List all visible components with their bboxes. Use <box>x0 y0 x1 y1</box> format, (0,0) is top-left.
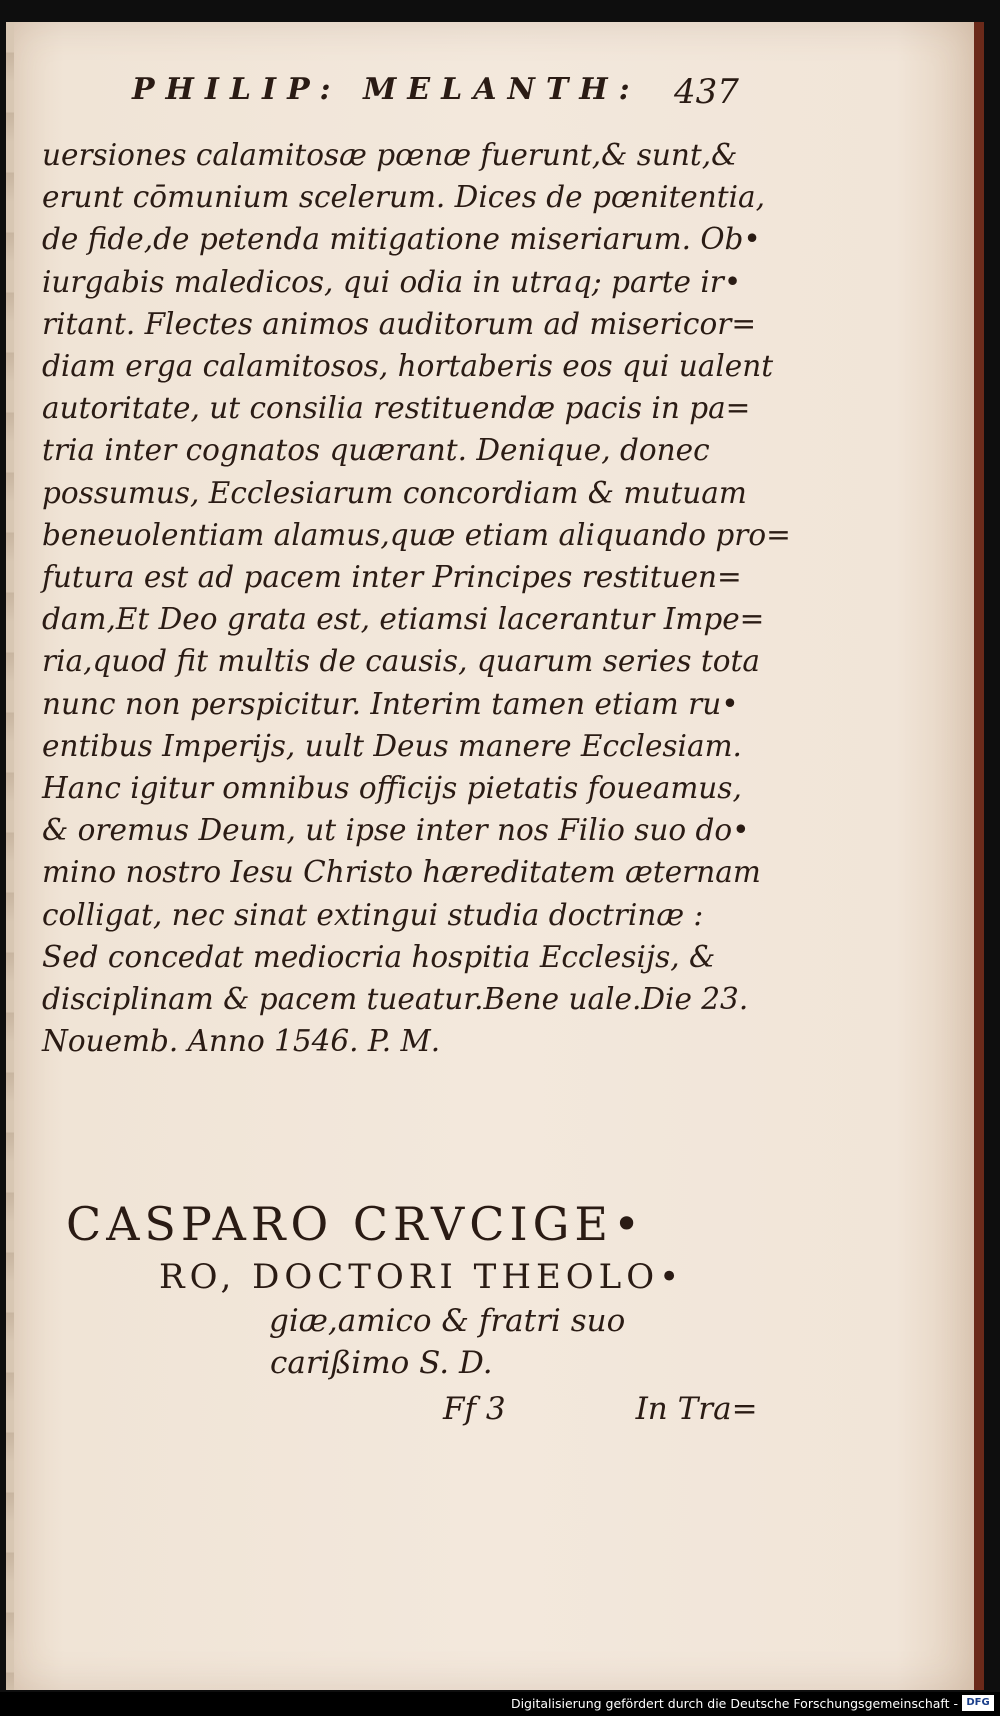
book-page <box>6 22 984 1690</box>
page-number: 437 <box>674 72 739 112</box>
text-line: tria inter cognatos quærant. Denique, donec <box>42 433 710 468</box>
page-gutter <box>6 22 14 1690</box>
signature-line <box>443 1391 756 1427</box>
heading-line: RO, DOCTORI THEOLO• <box>159 1257 685 1297</box>
text-line: beneuolentiam alamus,quæ etiam aliquando pro= <box>42 517 791 552</box>
heading-line: carißimo S. D. <box>270 1345 493 1381</box>
catchword: In Tra= <box>635 1391 758 1427</box>
text-line: diam erga calamitosos, hortaberis eos qui ualent <box>42 349 774 384</box>
heading-line: giæ,amico & fratri suo <box>269 1303 626 1339</box>
text-line: iurgabis maledicos, qui odia in utraq; parte ir• <box>42 264 742 299</box>
running-head: PHILIP: MELANTH: <box>132 72 641 107</box>
text-line: dam,Et Deo grata est, etiamsi lacerantur Impe= <box>42 602 765 637</box>
text-line: Hanc igitur omnibus officijs pietatis foueamus, <box>42 771 742 806</box>
text-line: nunc non perspicitur. Interim tamen etiam ru• <box>42 686 739 721</box>
text-line: ria,quod fit multis de causis, quarum series tota <box>42 644 760 679</box>
letter-heading <box>66 1197 756 1427</box>
text-line: disciplinam & pacem tueatur.Bene uale.Die 23. <box>42 982 749 1017</box>
letter-body <box>42 134 791 1062</box>
text-line: mino nostro Iesu Christo hæreditatem æternam <box>42 855 761 890</box>
text-line: autoritate, ut consilia restituendæ pacis in pa= <box>42 391 751 426</box>
text-line: & oremus Deum, ut ipse inter nos Filio suo do• <box>42 813 750 848</box>
text-line: entibus Imperijs, uult Deus manere Ecclesiam. <box>42 728 742 763</box>
text-line: futura est ad pacem inter Principes restituen= <box>42 560 742 595</box>
signature-mark: Ff 3 <box>443 1391 506 1427</box>
funding-credit: Digitalisierung gefördert durch die Deutsche Forschungsgemeinschaft - <box>510 1696 958 1711</box>
dfg-logo: DFG <box>962 1695 994 1711</box>
text-line: de fide,de petenda mitigatione miseriarum. Ob• <box>42 222 761 257</box>
text-line: ritant. Flectes animos auditorum ad misericor= <box>42 306 757 341</box>
text-line: Nouemb. Anno 1546. P. M. <box>42 1024 441 1059</box>
text-line: uersiones calamitosæ pœnæ fuerunt,& sunt,& <box>42 138 738 172</box>
text-line: erunt cōmunium scelerum. Dices de pœnitentia, <box>42 180 766 215</box>
text-line: possumus, Ecclesiarum concordiam & mutuam <box>42 475 747 510</box>
text-line: Sed concedat mediocria hospitia Ecclesijs, & <box>42 939 716 974</box>
text-line: colligat, nec sinat extingui studia doctrinæ : <box>42 897 704 932</box>
heading-line: CASPARO CRVCIGE• <box>66 1197 646 1251</box>
